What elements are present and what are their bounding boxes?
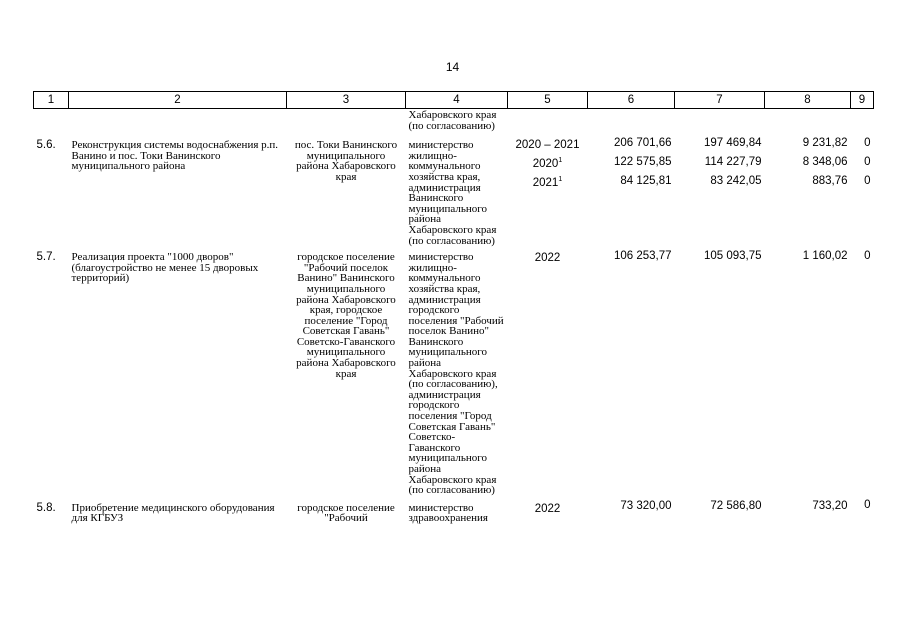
value: 206 701,66: [613, 137, 672, 150]
table-row: [34, 496, 874, 524]
header-cell-3: 3: [287, 92, 406, 109]
row-col7: [675, 131, 765, 246]
header-cell-8: 8: [765, 92, 851, 109]
value: 1 160,02: [802, 250, 848, 263]
value: 0: [864, 250, 871, 263]
table-row: [34, 246, 874, 496]
row-periods: [508, 246, 588, 496]
row-periods: [508, 496, 588, 524]
value: 106 253,77: [613, 250, 672, 263]
header-cell-1: 1: [34, 92, 69, 109]
row-col6: [588, 246, 675, 496]
row-place: городское поселение "Рабочий: [297, 501, 395, 525]
row-col6: [588, 131, 675, 246]
page-number: 14: [445, 60, 460, 74]
table-row: [34, 131, 874, 246]
value: 883,76: [812, 175, 848, 188]
row-index: 5.7.: [36, 251, 56, 264]
period: 2022: [534, 502, 561, 515]
row-col9: [851, 246, 874, 496]
row-col9: [851, 496, 874, 524]
row-periods: [508, 131, 588, 246]
value: 73 320,00: [620, 499, 672, 512]
row-index: 5.6.: [36, 139, 56, 152]
value: 197 469,84: [703, 137, 762, 150]
document-table: [33, 91, 874, 524]
row-place: городское поселение "Рабочий поселок Ванино" Ванинского муниципального района Хабаровского края, городское поселение "Город Советская Гавань" Советско-Гаванского муниципального района Хабаровского края: [296, 251, 396, 380]
value: 114 227,79: [704, 156, 762, 169]
value: 0: [864, 175, 871, 188]
row-name: Реконструкция системы водоснабжения р.п. Ванино и пос. Токи Ванинского муниципального района: [71, 139, 279, 173]
header-cell-7: 7: [675, 92, 765, 109]
value: 8 348,06: [802, 156, 848, 169]
carry-over-row: [34, 109, 874, 132]
value: 83 242,05: [710, 175, 762, 188]
value: 84 125,81: [620, 175, 672, 188]
value: 105 093,75: [703, 250, 762, 263]
value: 122 575,85: [613, 156, 672, 169]
row-col8: [765, 131, 851, 246]
value: 0: [864, 137, 871, 150]
period: 2020$^1$: [532, 157, 563, 171]
header-cell-9: 9: [851, 92, 874, 109]
row-col7: [675, 246, 765, 496]
row-col9: [851, 131, 874, 246]
header-cell-4: 4: [406, 92, 508, 109]
period: 2021$^1$: [532, 176, 563, 190]
header-cell-6: 6: [588, 92, 675, 109]
row-name: Реализация проекта "1000 дворов" (благоустройство не менее 15 дворовых территорий): [71, 251, 259, 285]
row-executor: министерство жилищно-коммунального хозяйства края, администрация Ванинского муниципального района Хабаровского края (по согласованию): [408, 139, 497, 247]
carry-over-executor: Хабаровского края (по согласованию): [408, 109, 497, 132]
value: 9 231,82: [802, 137, 848, 150]
row-col8: [765, 246, 851, 496]
row-name: Приобретение медицинского оборудования для КГБУЗ: [71, 501, 275, 525]
period: 2022: [534, 252, 561, 265]
column-number-header: [34, 92, 874, 109]
row-place: пос. Токи Ванинского муниципального района Хабаровского края: [294, 139, 398, 183]
row-col6: [588, 496, 675, 524]
row-executor: министерство здравоохранения: [408, 501, 488, 525]
value: 0: [864, 498, 871, 511]
value: 72 586,80: [710, 499, 762, 512]
row-col7: [675, 496, 765, 524]
value: 733,20: [812, 499, 848, 512]
value: 0: [864, 156, 871, 169]
row-index: 5.8.: [36, 501, 56, 514]
header-cell-2: 2: [69, 92, 287, 109]
row-col8: [765, 496, 851, 524]
period: 2020 – 2021: [515, 139, 580, 152]
row-executor: министерство жилищно-коммунального хозяйства края, администрация городского поселения "Рабочий поселок Ванино" Ванинского муниципального района Хабаровского края (по согласованию), администрация городского поселения "Город Советская Гавань" Советско-Гаванского муниципального района Хабаровского края (по согласованию): [408, 251, 504, 497]
header-cell-5: 5: [508, 92, 588, 109]
